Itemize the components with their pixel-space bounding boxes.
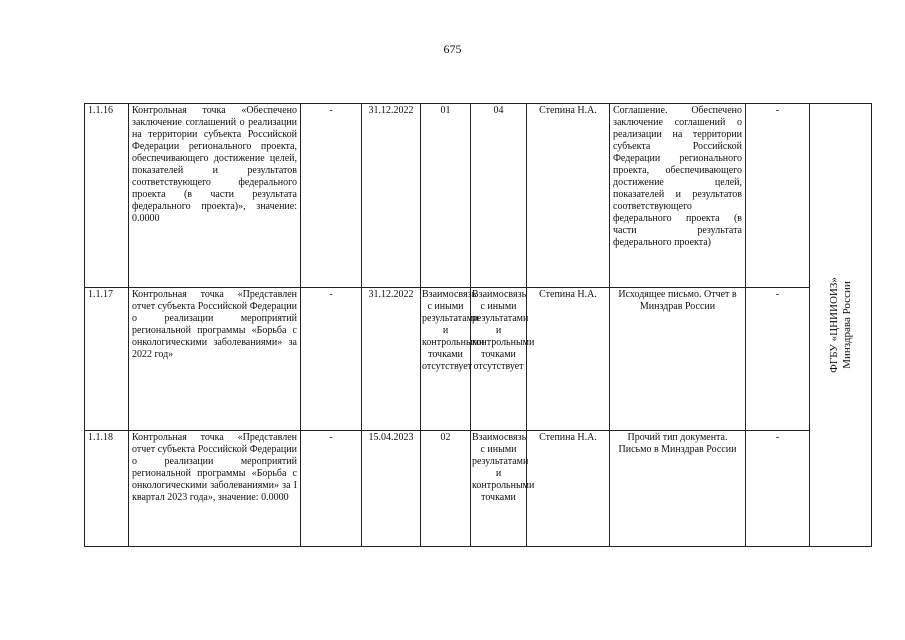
row-responsible: Степина Н.А.	[527, 104, 610, 288]
row-col10: -	[746, 430, 810, 546]
table-row	[85, 104, 872, 288]
row-col6: Взаимосвязь с иными результатами и контрольными точками	[471, 430, 527, 546]
row-document: Соглашение. Обеспечено заключение соглашений о реализации на территории субъекта Российской Федерации регионального проекта, обеспечивающего достижение целей, показателей и результатов соответствующего федерального проекта (в части результата федерального проекта)	[610, 104, 746, 288]
row-col10: -	[746, 288, 810, 430]
row-date: 31.12.2022	[362, 104, 421, 288]
row-description: Контрольная точка «Обеспечено заключение соглашений о реализации на территории субъекта Российской Федерации регионального проекта, обеспечивающего достижение целей, показателей и результатов соответствующего федерального проекта (в части результата федерального проекта)», значение: 0.0000	[129, 104, 301, 288]
row-responsible: Степина Н.А.	[527, 288, 610, 430]
row-number: 1.1.18	[85, 430, 129, 546]
page-number: 675	[443, 42, 462, 56]
row-col5: 01	[421, 104, 471, 288]
row-responsible: Степина Н.А.	[527, 430, 610, 546]
row-col3: -	[301, 288, 362, 430]
row-number: 1.1.16	[85, 104, 129, 288]
row-col3: -	[301, 430, 362, 546]
row-col10: -	[746, 104, 810, 288]
row-description: Контрольная точка «Представлен отчет субъекта Российской Федерации о реализации мероприятий региональной программы «Борьба с онкологическими заболеваниями» за I квартал 2023 года», значение: 0.0000	[129, 430, 301, 546]
row-col5: Взаимосвязь с иными результатами и контрольными точками отсутствует	[421, 288, 471, 430]
control-points-table	[84, 103, 872, 547]
row-document: Прочий тип документа. Письмо в Минздрав России	[610, 430, 746, 546]
row-date: 31.12.2022	[362, 288, 421, 430]
responsible-organization-cell	[810, 104, 872, 547]
table-row	[85, 288, 872, 430]
row-description: Контрольная точка «Представлен отчет субъекта Российской Федерации о реализации мероприятий региональной программы «Борьба с онкологическими заболеваниями» за 2022 год»	[129, 288, 301, 430]
row-col6: 04	[471, 104, 527, 288]
row-col5: 02	[421, 430, 471, 546]
table-row	[85, 430, 872, 546]
row-date: 15.04.2023	[362, 430, 421, 546]
responsible-organization-text: ФГБУ «ЦНИИОИЗ» Минздрава России	[827, 277, 853, 373]
row-col6: Взаимосвязь с иными результатами и контрольными точками отсутствует	[471, 288, 527, 430]
row-number: 1.1.17	[85, 288, 129, 430]
row-col3: -	[301, 104, 362, 288]
row-document: Исходящее письмо. Отчет в Минздрав России	[610, 288, 746, 430]
